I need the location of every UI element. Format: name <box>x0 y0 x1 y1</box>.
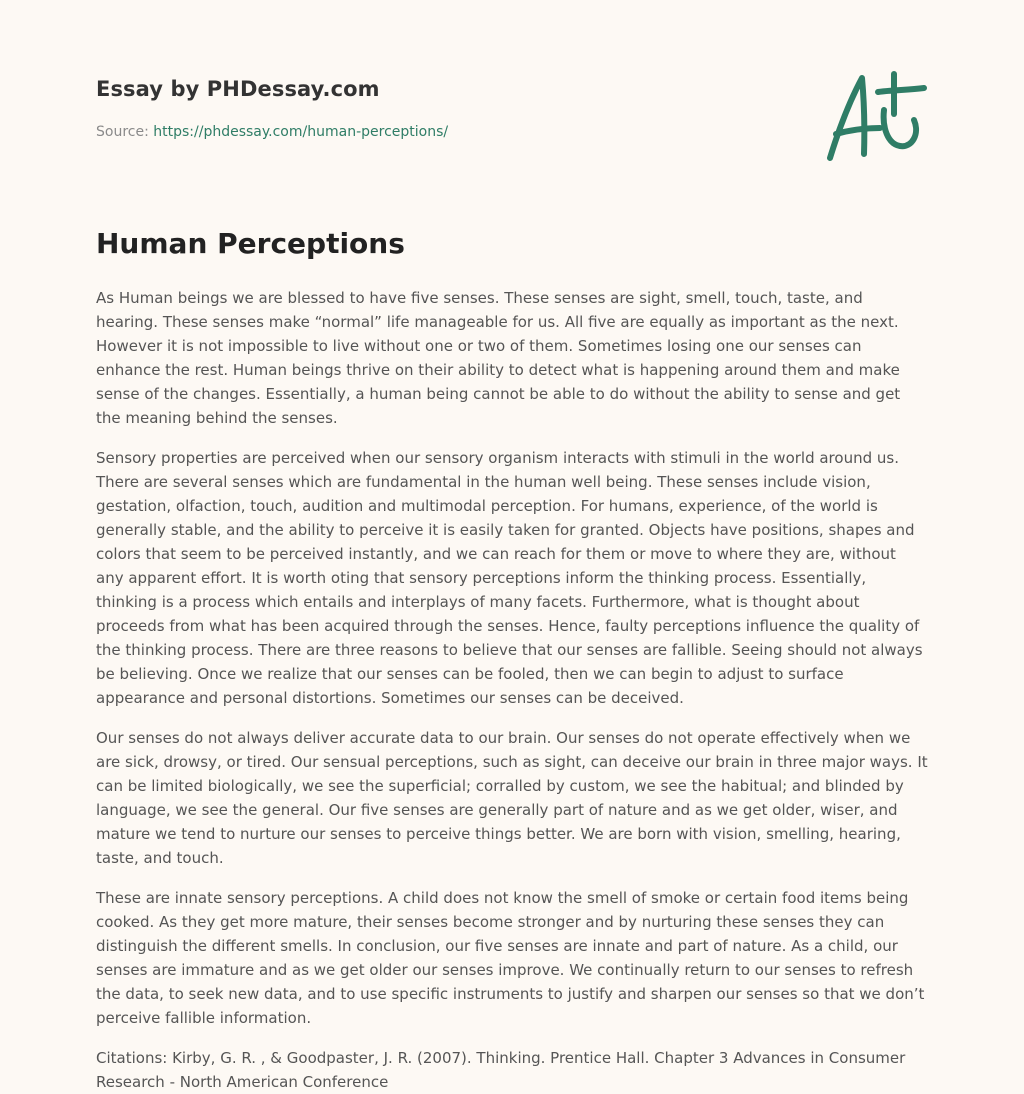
essay-paragraph: These are innate sensory perceptions. A child does not know the smell of smoke or certain food items being cooked. As they get more mature, their senses become stronger and by nurturing these senses they can distinguish the different smells. In conclusion, our five senses are innate and part of nature. As a child, our senses are immature and as we get older our senses improve. We continually return to our senses to refresh the data, to seek new data, and to use specific instruments to justify and sharpen our senses so that we don’t perceive fallible information. <box>96 889 925 1027</box>
citation: Citations: Kirby, G. R. , & Goodpaster, J. R. (2007). Thinking. Prentice Hall. Chapter 3 Advances in Consumer Research - North American Conference <box>96 1049 906 1091</box>
source-line <box>96 124 448 140</box>
brand-title: Essay by PHDessay.com <box>96 77 380 101</box>
a-plus-logo-icon <box>826 70 928 164</box>
essay-body <box>96 286 928 1094</box>
source-label: Source: <box>96 124 149 140</box>
source-link[interactable]: https://phdessay.com/human-perceptions/ <box>153 124 449 140</box>
essay-title: Human Perceptions <box>96 227 405 260</box>
page-header <box>96 0 928 200</box>
essay-paragraph: Our senses do not always deliver accurate data to our brain. Our senses do not operate effectively when we are sick, drowsy, or tired. Our sensual perceptions, such as sight, can deceive our brain in three major ways. It can be limited biologically, we see the superficial; corralled by custom, we see the habitual; and blinded by language, we see the general. Our five senses are generally part of nature and as we get older, wiser, and mature we tend to nurture our senses to perceive things better. We are born with vision, smelling, hearing, taste, and touch. <box>96 729 928 867</box>
essay-paragraph: As Human beings we are blessed to have five senses. These senses are sight, smell, touch, taste, and hearing. These senses make “normal” life manageable for us. All five are equally as important as the next. However it is not impossible to live without one or two of them. Sometimes losing one our senses can enhance the rest. Human beings thrive on their ability to detect what is happening around them and make sense of the changes. Essentially, a human being cannot be able to do without the ability to sense and get the meaning behind the senses. <box>96 289 901 427</box>
essay-paragraph: Sensory properties are perceived when our sensory organism interacts with stimuli in the world around us. There are several senses which are fundamental in the human well being. These senses include vision, gestation, olfaction, touch, audition and multimodal perception. For humans, experience, of the world is generally stable, and the ability to perceive it is easily taken for granted. Objects have positions, shapes and colors that seem to be perceived instantly, and we can reach for them or move to where they are, without any apparent effort. It is worth oting that sensory perceptions inform the thinking process. Essentially, thinking is a process which entails and interplays of many facets. Furthermore, what is thought about proceeds from what has been acquired through the senses. Hence, faulty perceptions influence the quality of the thinking process. There are three reasons to believe that our senses are fallible. Seeing should not always be believing. Once we realize that our senses can be fooled, then we can begin to adjust to surface appearance and personal distortions. Sometimes our senses can be deceived. <box>96 449 923 707</box>
